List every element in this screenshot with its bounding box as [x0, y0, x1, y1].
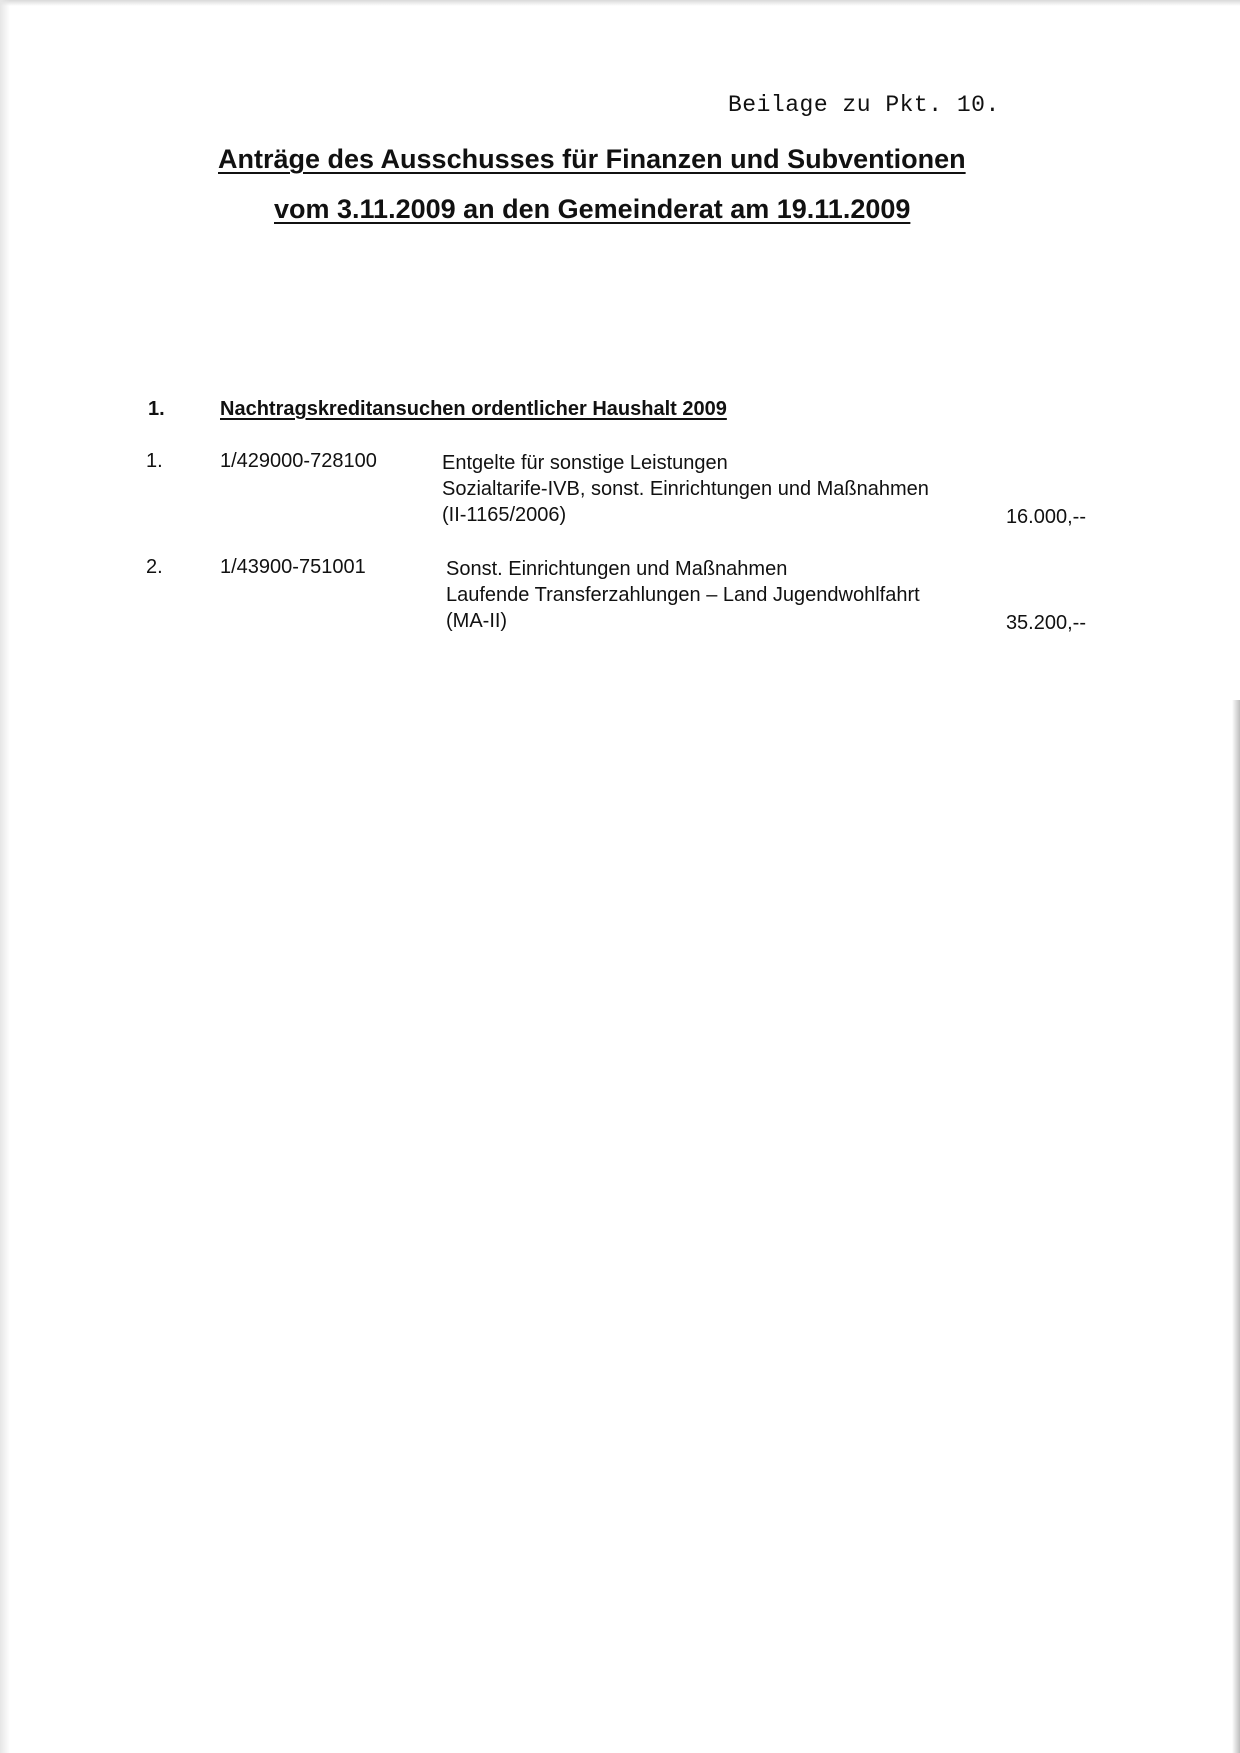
entry-description: [442, 450, 929, 528]
entry-description-line: Sozialtarife-IVB, sonst. Einrichtungen und Maßnahmen: [442, 478, 929, 500]
entry-description-line: (II-1165/2006): [442, 504, 567, 526]
document-title-line-2: vom 3.11.2009 an den Gemeinderat am 19.11.2009: [274, 194, 911, 224]
scan-edge-left: [0, 0, 10, 1753]
entry-description-line: Entgelte für sonstige Leistungen: [442, 452, 728, 474]
entry-amount: 16.000,--: [1005, 506, 1086, 528]
scan-edge-top: [0, 0, 1240, 6]
entry-account-code: 1/43900-751001: [220, 556, 366, 578]
attachment-note: Beilage zu Pkt. 10.: [728, 92, 1000, 118]
entry-account-code: 1/429000-728100: [220, 450, 377, 472]
entry-description: [446, 556, 920, 634]
section-title: Nachtragskreditansuchen ordentlicher Haushalt 2009: [220, 398, 727, 420]
entry-description-line: Sonst. Einrichtungen und Maßnahmen: [446, 558, 788, 580]
entry-amount: 35.200,--: [1005, 612, 1086, 634]
entry-description-line: Laufende Transferzahlungen – Land Jugendwohlfahrt: [446, 584, 920, 606]
scan-edge-right: [1232, 700, 1240, 1753]
entry-description-line: (MA-II): [446, 610, 508, 632]
entry-number: 1.: [146, 450, 163, 472]
entry-number: 2.: [146, 556, 163, 578]
section-number: 1.: [148, 398, 165, 420]
document-title-line-1: Anträge des Ausschusses für Finanzen und Subventionen: [218, 144, 966, 174]
